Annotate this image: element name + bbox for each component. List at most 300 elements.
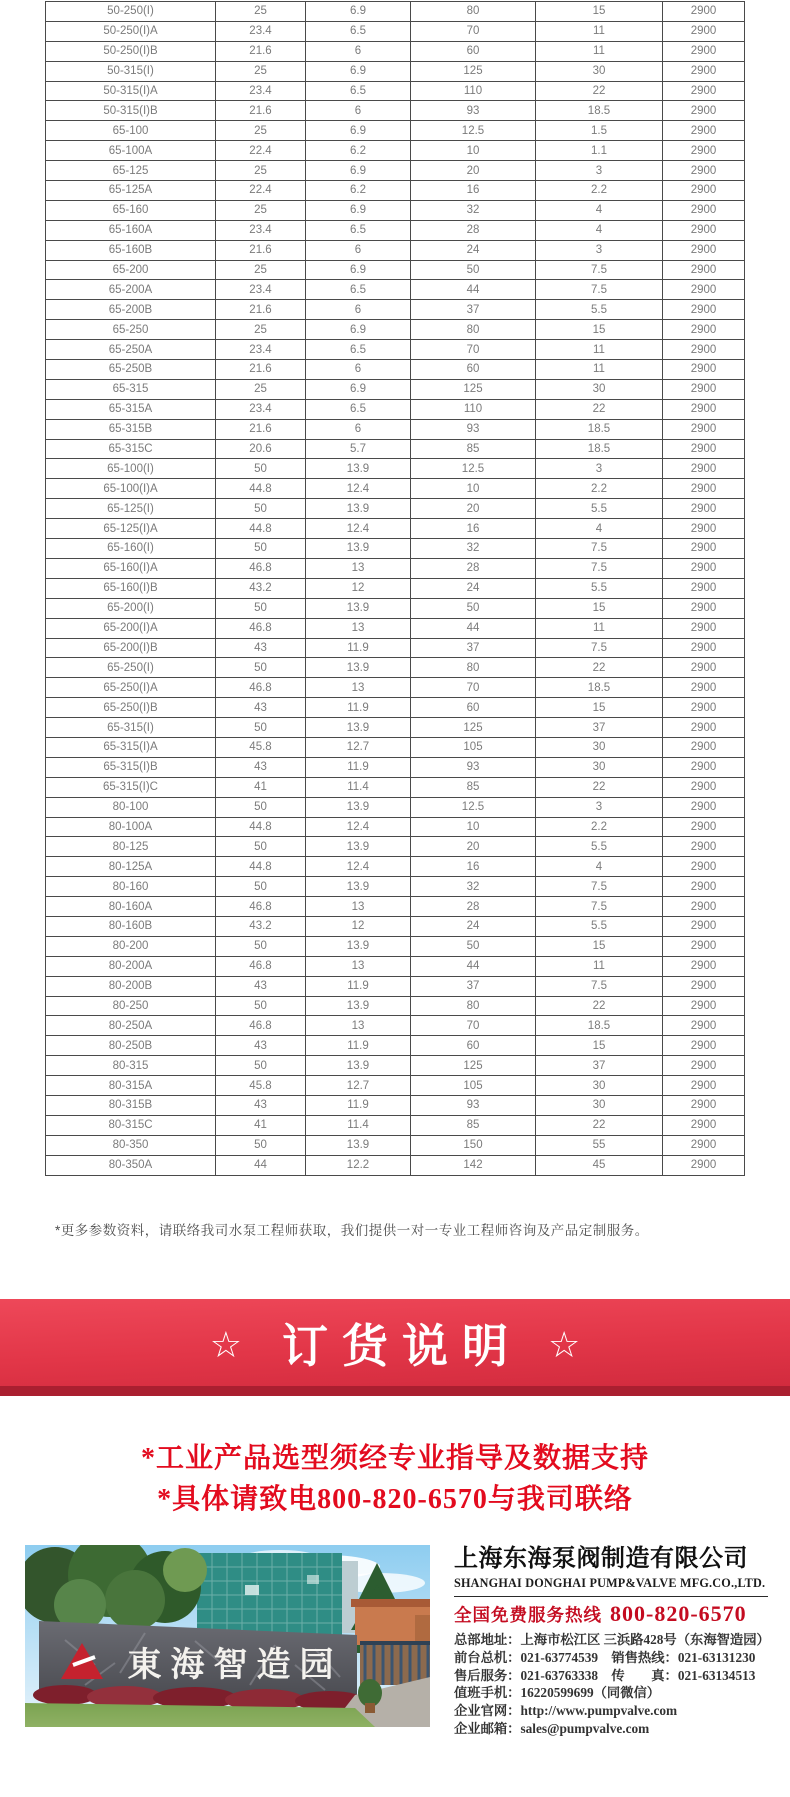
table-cell: 30: [536, 1076, 663, 1096]
table-cell: 80-315: [46, 1056, 216, 1076]
table-cell: 43: [216, 976, 306, 996]
table-cell: 2900: [663, 877, 745, 897]
table-cell: 2900: [663, 1056, 745, 1076]
table-cell: 2900: [663, 916, 745, 936]
table-cell: 2900: [663, 1076, 745, 1096]
table-row: [46, 1016, 745, 1036]
table-cell: 15: [536, 598, 663, 618]
table-cell: 50: [216, 1135, 306, 1155]
table-cell: 60: [411, 1036, 536, 1056]
table-cell: 37: [411, 638, 536, 658]
table-cell: 22: [536, 996, 663, 1016]
table-cell: 3: [536, 797, 663, 817]
table-row: [46, 1036, 745, 1056]
table-cell: 7.5: [536, 539, 663, 559]
table-row: [46, 558, 745, 578]
table-cell: 7.5: [536, 558, 663, 578]
table-cell: 150: [411, 1135, 536, 1155]
table-cell: 46.8: [216, 897, 306, 917]
table-row: [46, 300, 745, 320]
note-text: *更多参数资料，请联络我司水泵工程师获取，我们提供一对一专业工程师咨询及产品定制服务。: [55, 1223, 649, 1238]
table-cell: 65-315A: [46, 399, 216, 419]
table-cell: 65-250(I)A: [46, 678, 216, 698]
table-row: [46, 897, 745, 917]
table-cell: 6.5: [306, 21, 411, 41]
factory-photo: [25, 1545, 430, 1727]
table-row: [46, 1135, 745, 1155]
table-cell: 50: [216, 877, 306, 897]
table-cell: 16: [411, 519, 536, 539]
table-cell: 6.9: [306, 121, 411, 141]
contact-line-email: 企业邮箱：sales@pumpvalve.com: [454, 1720, 650, 1736]
table-cell: 4: [536, 519, 663, 539]
table-cell: 11: [536, 618, 663, 638]
table-cell: 2900: [663, 598, 745, 618]
table-cell: 65-250: [46, 320, 216, 340]
table-cell: 44.8: [216, 817, 306, 837]
table-cell: 11.4: [306, 777, 411, 797]
table-cell: 22: [536, 777, 663, 797]
table-cell: 6.5: [306, 81, 411, 101]
table-cell: 93: [411, 101, 536, 121]
table-cell: 85: [411, 777, 536, 797]
table-cell: 6.9: [306, 260, 411, 280]
table-cell: 6.2: [306, 181, 411, 201]
table-cell: 50: [216, 996, 306, 1016]
table-cell: 65-315(I)C: [46, 777, 216, 797]
table-cell: 46.8: [216, 558, 306, 578]
table-cell: 2900: [663, 996, 745, 1016]
company-name-cn: 上海东海泵阀制造有限公司: [454, 1545, 748, 1572]
table-cell: 13.9: [306, 797, 411, 817]
table-cell: 80-160B: [46, 916, 216, 936]
table-cell: 13.9: [306, 539, 411, 559]
table-cell: 2900: [663, 638, 745, 658]
table-cell: 45.8: [216, 737, 306, 757]
service-hotline: [454, 1601, 768, 1627]
table-row: [46, 280, 745, 300]
table-cell: 12.2: [306, 1155, 411, 1175]
table-cell: 11.9: [306, 698, 411, 718]
company-name-en: SHANGHAI DONGHAI PUMP&VALVE MFG.CO.,LTD.: [454, 1576, 766, 1590]
table-cell: 65-125A: [46, 181, 216, 201]
table-cell: 2900: [663, 1036, 745, 1056]
table-cell: 18.5: [536, 678, 663, 698]
table-cell: 15: [536, 2, 663, 22]
table-cell: 37: [536, 718, 663, 738]
table-cell: 60: [411, 360, 536, 380]
table-cell: 43: [216, 698, 306, 718]
table-cell: 11: [536, 41, 663, 61]
table-row: [46, 121, 745, 141]
table-cell: 18.5: [536, 101, 663, 121]
table-row: [46, 2, 745, 22]
table-cell: 2900: [663, 936, 745, 956]
table-cell: 6: [306, 101, 411, 121]
table-cell: 22.4: [216, 141, 306, 161]
table-cell: 43: [216, 757, 306, 777]
table-cell: 105: [411, 737, 536, 757]
table-row: [46, 459, 745, 479]
table-cell: 11.4: [306, 1115, 411, 1135]
table-cell: 11.9: [306, 1036, 411, 1056]
table-cell: 80-125A: [46, 857, 216, 877]
table-cell: 65-200: [46, 260, 216, 280]
table-cell: 2900: [663, 897, 745, 917]
table-cell: 2900: [663, 200, 745, 220]
table-row: [46, 598, 745, 618]
table-cell: 25: [216, 320, 306, 340]
table-cell: 65-250(I)B: [46, 698, 216, 718]
table-cell: 65-200A: [46, 280, 216, 300]
table-cell: 2900: [663, 419, 745, 439]
table-cell: 2900: [663, 181, 745, 201]
table-cell: 11.9: [306, 976, 411, 996]
table-cell: 28: [411, 897, 536, 917]
table-cell: 2900: [663, 220, 745, 240]
table-cell: 12.5: [411, 797, 536, 817]
table-row: [46, 1056, 745, 1076]
table-cell: 65-160A: [46, 220, 216, 240]
table-cell: 65-160B: [46, 240, 216, 260]
table-cell: 2900: [663, 519, 745, 539]
table-cell: 11: [536, 956, 663, 976]
table-cell: 22: [536, 658, 663, 678]
slogan-line-1: *工业产品选型须经专业指导及数据支持: [140, 1443, 649, 1474]
table-cell: 10: [411, 479, 536, 499]
table-cell: 21.6: [216, 101, 306, 121]
table-cell: 2900: [663, 340, 745, 360]
table-cell: 25: [216, 161, 306, 181]
pump-spec-table: [45, 1, 745, 1176]
table-cell: 13.9: [306, 598, 411, 618]
table-row: [46, 578, 745, 598]
table-cell: 23.4: [216, 399, 306, 419]
table-cell: 65-100: [46, 121, 216, 141]
table-cell: 32: [411, 539, 536, 559]
table-cell: 4: [536, 200, 663, 220]
table-cell: 6.5: [306, 220, 411, 240]
table-cell: 125: [411, 61, 536, 81]
table-cell: 41: [216, 777, 306, 797]
table-cell: 6.2: [306, 141, 411, 161]
table-cell: 50: [216, 459, 306, 479]
table-cell: 65-315(I): [46, 718, 216, 738]
table-cell: 30: [536, 757, 663, 777]
table-cell: 13.9: [306, 658, 411, 678]
table-cell: 37: [536, 1056, 663, 1076]
table-cell: 65-160(I)B: [46, 578, 216, 598]
table-row: [46, 678, 745, 698]
table-cell: 20.6: [216, 439, 306, 459]
table-cell: 6.5: [306, 399, 411, 419]
table-cell: 46.8: [216, 1016, 306, 1036]
glass-building: [197, 1553, 358, 1639]
table-cell: 46.8: [216, 618, 306, 638]
table-cell: 23.4: [216, 280, 306, 300]
table-cell: 12: [306, 916, 411, 936]
table-cell: 13.9: [306, 936, 411, 956]
table-cell: 13.9: [306, 877, 411, 897]
table-cell: 13.9: [306, 996, 411, 1016]
table-cell: 80-315C: [46, 1115, 216, 1135]
table-cell: 22.4: [216, 181, 306, 201]
table-cell: 13.9: [306, 837, 411, 857]
table-row: [46, 21, 745, 41]
table-cell: 80-315A: [46, 1076, 216, 1096]
table-cell: 70: [411, 1016, 536, 1036]
table-cell: 80-350: [46, 1135, 216, 1155]
table-cell: 22: [536, 81, 663, 101]
table-cell: 60: [411, 41, 536, 61]
table-cell: 85: [411, 439, 536, 459]
table-row: [46, 877, 745, 897]
pump-spec-table-body: [46, 2, 745, 1176]
contact-line-switchboard: 前台总机：021-63774539 销售热线：021-63131230: [454, 1649, 756, 1665]
table-cell: 11: [536, 360, 663, 380]
table-row: [46, 499, 745, 519]
table-row: [46, 857, 745, 877]
table-cell: 65-315: [46, 379, 216, 399]
table-row: [46, 240, 745, 260]
table-cell: 32: [411, 200, 536, 220]
table-cell: 50: [216, 499, 306, 519]
table-row: [46, 519, 745, 539]
table-cell: 21.6: [216, 300, 306, 320]
contact-block: [454, 1631, 768, 1738]
table-row: [46, 161, 745, 181]
table-cell: 2900: [663, 240, 745, 260]
table-row: [46, 737, 745, 757]
table-cell: 21.6: [216, 360, 306, 380]
table-row: [46, 996, 745, 1016]
table-cell: 6.9: [306, 320, 411, 340]
table-row: [46, 200, 745, 220]
table-cell: 50-250(I): [46, 2, 216, 22]
table-row: [46, 181, 745, 201]
divider: [454, 1596, 768, 1597]
table-cell: 7.5: [536, 260, 663, 280]
table-cell: 1.5: [536, 121, 663, 141]
company-info: [454, 1545, 768, 1738]
table-cell: 2900: [663, 41, 745, 61]
table-row: [46, 220, 745, 240]
table-row: [46, 817, 745, 837]
table-cell: 50-250(I)A: [46, 21, 216, 41]
table-cell: 2900: [663, 976, 745, 996]
table-cell: 13: [306, 897, 411, 917]
table-cell: 65-160(I)A: [46, 558, 216, 578]
table-cell: 2900: [663, 459, 745, 479]
table-row: [46, 718, 745, 738]
table-cell: 25: [216, 260, 306, 280]
table-cell: 125: [411, 1056, 536, 1076]
table-cell: 2900: [663, 61, 745, 81]
table-cell: 7.5: [536, 877, 663, 897]
star-icon: ☆: [548, 1323, 581, 1365]
table-cell: 45.8: [216, 1076, 306, 1096]
table-cell: 80-250A: [46, 1016, 216, 1036]
table-cell: 4: [536, 220, 663, 240]
table-cell: 65-315C: [46, 439, 216, 459]
table-cell: 2900: [663, 1115, 745, 1135]
table-cell: 2900: [663, 956, 745, 976]
table-cell: 13.9: [306, 499, 411, 519]
table-cell: 22: [536, 399, 663, 419]
table-cell: 65-100(I): [46, 459, 216, 479]
table-cell: 80: [411, 996, 536, 1016]
table-cell: 65-160: [46, 200, 216, 220]
table-cell: 50: [216, 837, 306, 857]
table-cell: 80-250: [46, 996, 216, 1016]
table-row: [46, 141, 745, 161]
table-cell: 23.4: [216, 81, 306, 101]
table-cell: 2900: [663, 857, 745, 877]
table-row: [46, 439, 745, 459]
table-cell: 2900: [663, 658, 745, 678]
table-cell: 28: [411, 558, 536, 578]
table-cell: 2900: [663, 479, 745, 499]
table-row: [46, 539, 745, 559]
table-cell: 23.4: [216, 220, 306, 240]
table-cell: 46.8: [216, 956, 306, 976]
table-cell: 6.9: [306, 379, 411, 399]
table-cell: 2900: [663, 1155, 745, 1175]
table-cell: 110: [411, 81, 536, 101]
table-cell: 2900: [663, 578, 745, 598]
table-cell: 12.5: [411, 459, 536, 479]
table-row: [46, 101, 745, 121]
table-cell: 65-160(I): [46, 539, 216, 559]
table-cell: 110: [411, 399, 536, 419]
table-cell: 2900: [663, 558, 745, 578]
table-cell: 41: [216, 1115, 306, 1135]
table-cell: 30: [536, 379, 663, 399]
table-cell: 2900: [663, 300, 745, 320]
table-cell: 37: [411, 300, 536, 320]
table-cell: 2900: [663, 837, 745, 857]
table-cell: 65-200(I)B: [46, 638, 216, 658]
table-row: [46, 360, 745, 380]
table-cell: 13.9: [306, 1135, 411, 1155]
table-cell: 30: [536, 61, 663, 81]
table-cell: 80: [411, 658, 536, 678]
table-cell: 80: [411, 320, 536, 340]
table-cell: 25: [216, 61, 306, 81]
table-cell: 60: [411, 698, 536, 718]
table-cell: 5.5: [536, 300, 663, 320]
table-cell: 6.5: [306, 340, 411, 360]
table-cell: 65-100A: [46, 141, 216, 161]
table-cell: 65-125(I): [46, 499, 216, 519]
table-cell: 21.6: [216, 419, 306, 439]
table-cell: 45: [536, 1155, 663, 1175]
table-row: [46, 837, 745, 857]
table-cell: 15: [536, 698, 663, 718]
table-cell: 50: [216, 797, 306, 817]
table-cell: 6.9: [306, 61, 411, 81]
table-cell: 2900: [663, 439, 745, 459]
trees: [25, 1545, 207, 1631]
contact-line-address: 总部地址：上海市松江区 三浜路428号（东海智造园）: [454, 1632, 770, 1647]
table-cell: 80: [411, 2, 536, 22]
table-cell: 70: [411, 340, 536, 360]
table-cell: 5.7: [306, 439, 411, 459]
table-cell: 44: [411, 618, 536, 638]
table-cell: 2900: [663, 539, 745, 559]
table-cell: 16: [411, 857, 536, 877]
table-cell: 6.9: [306, 2, 411, 22]
table-cell: 20: [411, 499, 536, 519]
table-cell: 2.2: [536, 181, 663, 201]
table-cell: 80-200: [46, 936, 216, 956]
table-cell: 3: [536, 459, 663, 479]
table-cell: 24: [411, 578, 536, 598]
table-cell: 5.5: [536, 578, 663, 598]
table-row: [46, 976, 745, 996]
table-cell: 80-350A: [46, 1155, 216, 1175]
table-cell: 43.2: [216, 578, 306, 598]
table-cell: 80-200A: [46, 956, 216, 976]
hotline-label: 全国免费服务热线: [454, 1605, 602, 1625]
table-row: [46, 419, 745, 439]
table-cell: 12.5: [411, 121, 536, 141]
table-cell: 80-100A: [46, 817, 216, 837]
table-row: [46, 638, 745, 658]
table-cell: 6.9: [306, 200, 411, 220]
table-cell: 37: [411, 976, 536, 996]
table-cell: 50: [216, 598, 306, 618]
table-cell: 11: [536, 21, 663, 41]
table-cell: 2900: [663, 1095, 745, 1115]
table-cell: 5.5: [536, 837, 663, 857]
table-cell: 2900: [663, 399, 745, 419]
slogan-line-2: *具体请致电800-820-6570与我司联络: [157, 1484, 633, 1515]
table-cell: 2900: [663, 698, 745, 718]
table-cell: 24: [411, 240, 536, 260]
table-row: [46, 260, 745, 280]
table-cell: 80-200B: [46, 976, 216, 996]
table-cell: 11.9: [306, 1095, 411, 1115]
table-cell: 70: [411, 678, 536, 698]
table-cell: 44.8: [216, 857, 306, 877]
table-cell: 55: [536, 1135, 663, 1155]
table-cell: 2900: [663, 797, 745, 817]
table-cell: 2900: [663, 121, 745, 141]
table-cell: 32: [411, 877, 536, 897]
table-cell: 125: [411, 379, 536, 399]
table-row: [46, 1155, 745, 1175]
table-cell: 65-250(I): [46, 658, 216, 678]
table-cell: 10: [411, 817, 536, 837]
hotline-number: 800-820-6570: [610, 1601, 747, 1626]
table-cell: 2900: [663, 260, 745, 280]
table-cell: 7.5: [536, 638, 663, 658]
table-cell: 65-125(I)A: [46, 519, 216, 539]
table-cell: 6.5: [306, 280, 411, 300]
table-cell: 50-315(I)B: [46, 101, 216, 121]
table-cell: 6: [306, 240, 411, 260]
table-row: [46, 936, 745, 956]
table-row: [46, 618, 745, 638]
table-cell: 20: [411, 837, 536, 857]
table-cell: 50-250(I)B: [46, 41, 216, 61]
table-row: [46, 698, 745, 718]
table-cell: 30: [536, 737, 663, 757]
table-cell: 93: [411, 419, 536, 439]
table-cell: 6: [306, 419, 411, 439]
table-cell: 80-100: [46, 797, 216, 817]
